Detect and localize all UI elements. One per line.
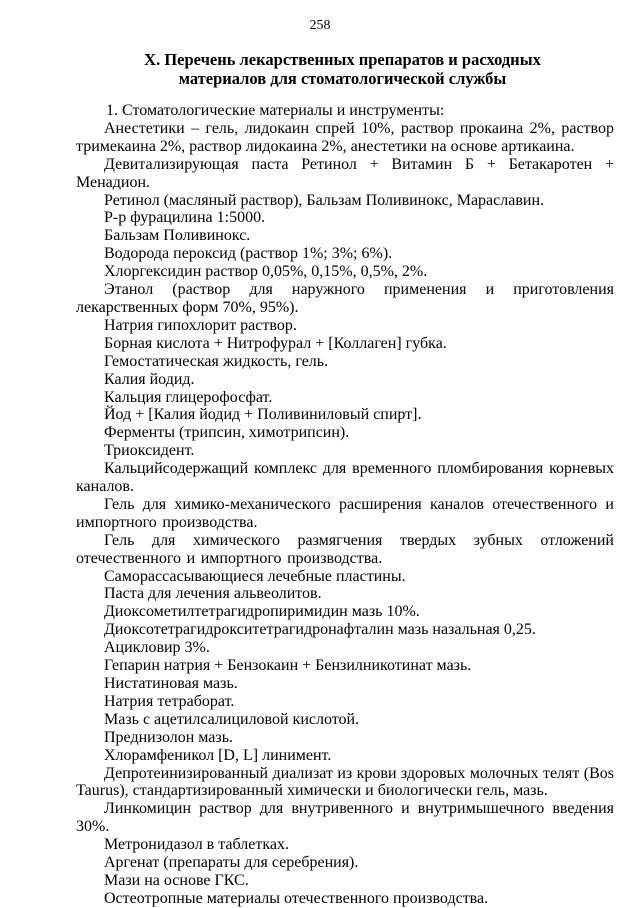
list-item: Кальция глицерофосфат. <box>104 388 273 406</box>
page-title-line-2: материалов для стоматологической службы <box>178 69 507 88</box>
list-item: Гель для химического размягчения твердых зубных отложений отечественного и импортного производства. <box>76 531 614 567</box>
list-item: Мази на основе ГКС. <box>104 871 249 889</box>
list-item: Водорода пероксид (раствор 1%; 3%; 6%). <box>104 245 393 263</box>
list-item: Ацикловир 3%. <box>104 639 210 657</box>
list-item: Диоксометилтетрагидропиримидин мазь 10%. <box>104 603 420 621</box>
page-title-line-1: X. Перечень лекарственных препаратов и расходных <box>144 50 541 69</box>
page-number: 258 <box>309 18 331 33</box>
list-item: Бальзам Поливинокс. <box>104 227 251 245</box>
list-item: Натрия тетраборат. <box>104 692 235 710</box>
list-item: Метронидазол в таблетках. <box>104 836 289 854</box>
list-item: Девитализирующая паста Ретинол + Витамин Б + Бетакаротен + Менадион. <box>76 155 614 191</box>
list-item: Хлорамфеникол [D, L] линимент. <box>104 746 332 764</box>
list-item: Триоксидент. <box>104 442 195 460</box>
list-item: Р-р фурацилина 1:5000. <box>104 209 266 227</box>
document-body <box>76 102 614 908</box>
list-item: Линкомицин раствор для внутривенного и внутримышечного введения 30%. <box>76 800 614 836</box>
list-item: Хлоргексидин раствор 0,05%, 0,15%, 0,5%, 2%. <box>104 263 428 281</box>
list-item: Преднизолон мазь. <box>104 728 234 746</box>
list-item: Этанол (раствор для наружного применения и приготовления лекарственных форм 70%, 95%). <box>76 281 614 316</box>
list-item: Нистатиновая мазь. <box>104 675 238 692</box>
list-item: Депротеинизированный диализат из крови здоровых молочных телят (Bos Taurus), стандартизированный химически и биологически гель, мазь. <box>76 764 614 800</box>
list-item: Диоксотетрагидрокситетрагидронафталин мазь назальная 0,25. <box>104 621 536 639</box>
list-item: Саморассасывающиеся лечебные пластины. <box>104 567 406 585</box>
list-item: Гепарин натрия + Бензокаин + Бензилникотинат мазь. <box>104 657 472 675</box>
list-item: Йод + [Калия йодид + Поливиниловый спирт]. <box>104 406 422 424</box>
list-item: Анестетики – гель, лидокаин спрей 10%, раствор прокаина 2%, раствор тримекаина 2%, раствор лидокаина 2%, анестетики на основе артикаина. <box>76 119 614 155</box>
list-item: Остеотропные материалы отечественного производства. <box>104 889 489 907</box>
list-item: Ферменты (трипсин, химотрипсин). <box>104 424 350 442</box>
list-item: Калия йодид. <box>104 370 195 388</box>
list-item: Мазь с ацетилсалициловой кислотой. <box>104 710 360 728</box>
list-item: Аргенат (препараты для серебрения). <box>104 854 359 872</box>
page-title <box>70 50 615 88</box>
list-item: Борная кислота + Нитрофурал + [Коллаген] губка. <box>104 334 447 352</box>
list-item: Паста для лечения альвеолитов. <box>104 585 322 603</box>
list-item: Гемостатическая жидкость, гель. <box>104 352 329 370</box>
section-heading: 1. Стоматологические материалы и инструменты: <box>106 102 445 119</box>
list-item: Натрия гипохлорит раствор. <box>104 316 297 334</box>
list-item: Кальцийсодержащий комплекс для временного пломбирования корневых каналов. <box>76 460 614 496</box>
list-item: Ретинол (масляный раствор), Бальзам Поливинокс, Мараславин. <box>104 191 545 209</box>
list-item: Гель для химико-механического расширения каналов отечественного и импортного производства. <box>76 495 614 531</box>
